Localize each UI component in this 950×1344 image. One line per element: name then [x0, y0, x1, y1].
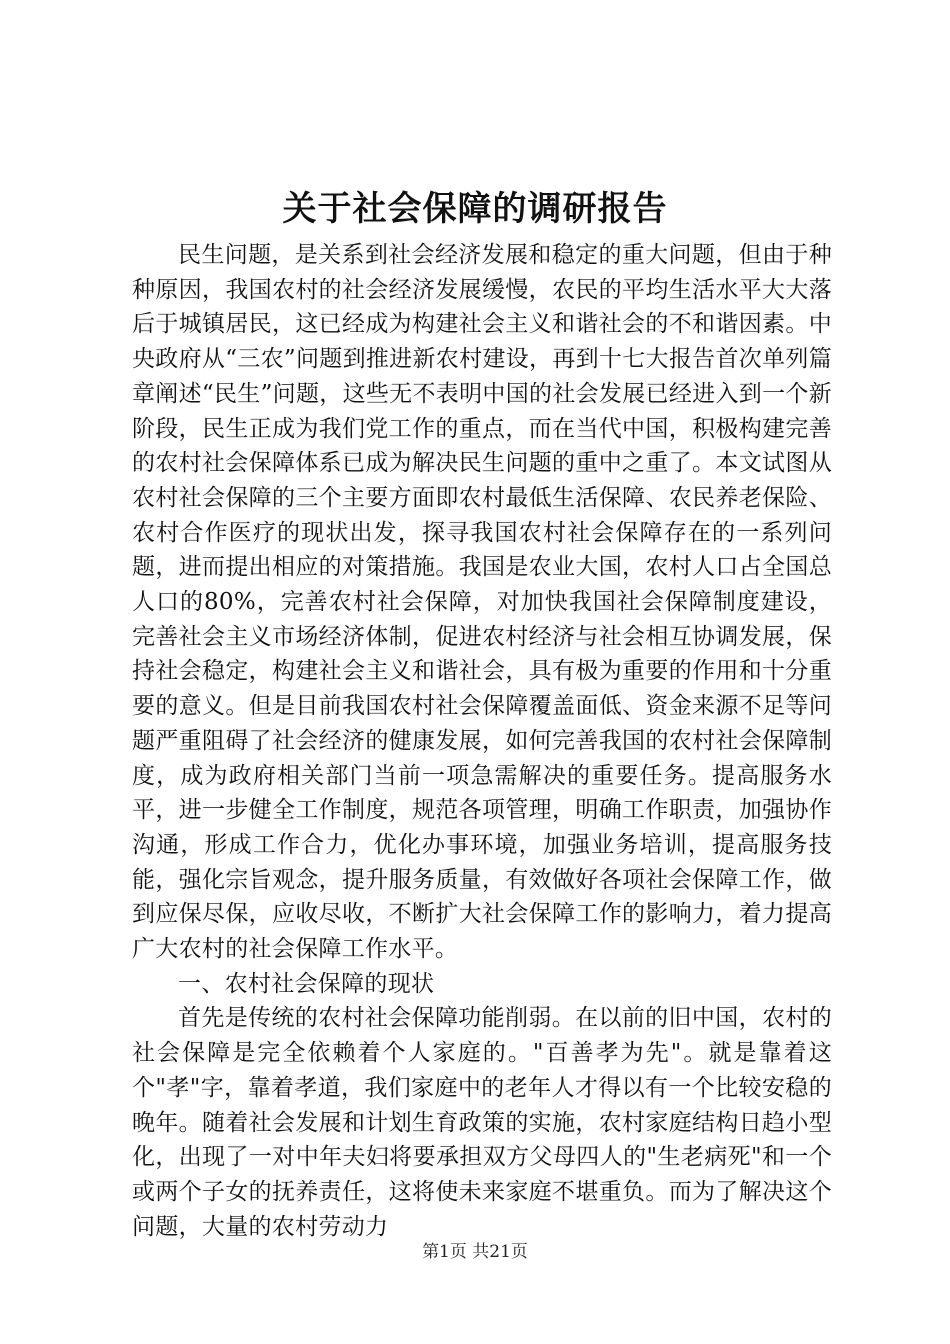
page-number-footer: 第1页 共21页	[422, 1242, 528, 1262]
section-heading: 一、农村社会保障的现状	[178, 970, 435, 997]
paragraph-current-status: 首先是传统的农村社会保障功能削弱。在以前的旧中国，农村的社会保障是完全依赖着个人家庭的。"百善孝为先"。就是靠着这个"孝"字，靠着孝道，我们家庭中的老年人才得以有一个比较安稳的晚年。随着社会发展和计划生育政策的实施，农村家庭结构日趋小型化，出现了一对中年夫妇将要承担双方父母四人的"生老病死"和一个或两个子女的抚养责任，这将使未来家庭不堪重负。而为了解决这个问题，大量的农村劳动力	[132, 1005, 832, 1240]
document-body	[132, 238, 832, 1244]
document-title: 关于社会保障的调研报告	[282, 189, 668, 229]
paragraph-intro: 民生问题，是关系到社会经济发展和稳定的重大问题，但由于种种原因，我国农村的社会经济发展缓慢，农民的平均生活水平大大落后于城镇居民，这已经成为构建社会主义和谐社会的不和谐因素。中央政府从“三农”问题到推进新农村建设，再到十七大报告首次单列篇章阐述“民生”问题，这些无不表明中国的社会发展已经进入到一个新阶段，民生正成为我们党工作的重点，而在当代中国，积极构建完善的农村社会保障体系已成为解决民生问题的重中之重了。本文试图从农村社会保障的三个主要方面即农村最低生活保障、农民养老保险、农村合作医疗的现状出发，探寻我国农村社会保障存在的一系列问题，进而提出相应的对策措施。我国是农业大国，农村人口占全国总人口的80%，完善农村社会保障，对加快我国社会保障制度建设，完善社会主义市场经济体制，促进农村经济与社会相互协调发展，保持社会稳定，构建社会主义和谐社会，具有极为重要的作用和十分重要的意义。但是目前我国农村社会保障覆盖面低、资金来源不足等问题严重阻碍了社会经济的健康发展，如何完善我国的农村社会保障制度，成为政府相关部门当前一项急需解决的重要任务。提高服务水平，进一步健全工作制度，规范各项管理，明确工作职责，加强协作沟通，形成工作合力，优化办事环境，加强业务培训，提高服务技能，强化宗旨观念，提升服务质量，有效做好各项社会保障工作，做到应保尽保，应收尽收，不断扩大社会保障工作的影响力，着力提高广大农村的社会保障工作水平。	[132, 242, 832, 963]
